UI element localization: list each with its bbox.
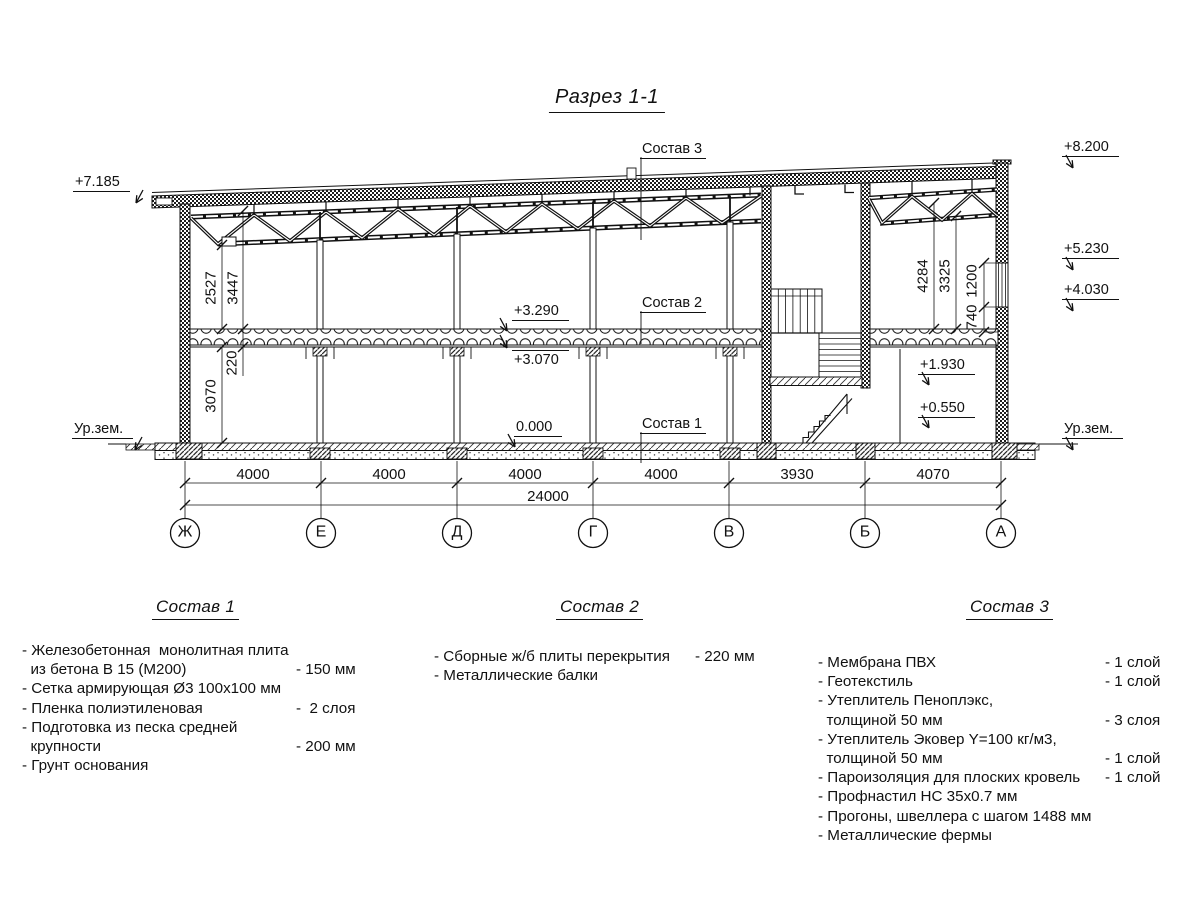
elevation-arrow-icon [1062, 154, 1078, 171]
dim-220: 220 [223, 350, 241, 376]
axis-bubble-b: Б [859, 523, 871, 541]
page-title: Разрез 1-1 [549, 86, 665, 113]
list-item: - Мембрана ПВХ - 1 слой [818, 654, 1161, 671]
elevation-arrow-icon [130, 436, 146, 453]
elevation-mark-slab-bottom [512, 350, 569, 369]
elevation-arrow-icon [918, 414, 934, 431]
elevation-value: 0.000 [514, 419, 562, 437]
list-title: Состав 1 [152, 597, 239, 620]
list-item: - Железобетонная монолитная плита [22, 642, 289, 659]
dim-ticks [217, 198, 989, 448]
elevation-mark-ceiling-right [1062, 281, 1119, 300]
list-item: крупности - 200 мм [22, 738, 356, 756]
elevation-mark-parapet [1062, 138, 1119, 157]
dim-740: 740 [963, 304, 981, 330]
dim-total: 24000 [527, 488, 569, 505]
list-title: Состав 3 [966, 597, 1053, 620]
dim-span-6: 4070 [916, 466, 950, 483]
list-item: - Геотекстиль - 1 слой [818, 673, 1161, 691]
list-item: - Металлические фермы [818, 826, 992, 844]
dim-span-5: 3930 [780, 466, 814, 483]
label-sostav-3: Состав 3 [640, 141, 706, 159]
elevation-arrow-icon [1062, 256, 1078, 273]
elevation-value: +0.550 [918, 400, 975, 418]
axis-bubble-zh: Ж [177, 523, 193, 541]
elevation-value: Ур.зем. [72, 421, 133, 439]
dim-span-3: 4000 [508, 466, 542, 483]
dim-span-2: 4000 [372, 466, 406, 483]
composition-list-1 [22, 597, 382, 775]
elevation-mark-slab-top [512, 302, 569, 321]
elevation-value: +7.185 [73, 174, 130, 192]
list-item: из бетона В 15 (М200) - 150 мм [22, 661, 356, 679]
list-item: - Утеплитель Пеноплэкс, [818, 692, 994, 710]
list-item: - Профнастил НС 35x0.7 мм [818, 788, 1018, 806]
list-item: - Пленка полиэтиленовая - 2 слоя [22, 699, 356, 717]
elevation-value: +4.030 [1062, 282, 1119, 300]
elevation-mark-left-roof [73, 173, 130, 192]
elevation-value: +1.930 [918, 357, 975, 375]
list-item: - Грунт основания [22, 757, 149, 775]
composition-list-3 [818, 597, 1188, 845]
list-item: - Подготовка из песка средней [22, 718, 238, 736]
list-item: - Сетка армирующая Ø3 100x100 мм [22, 680, 282, 698]
axis-bubble-v: В [723, 523, 735, 541]
elevation-arrow-icon [496, 317, 512, 334]
elevation-mark-1930 [918, 356, 975, 375]
dim-2527: 2527 [202, 271, 220, 305]
dim-1200: 1200 [963, 264, 981, 298]
label-sostav-1: Состав 1 [640, 416, 706, 434]
elevation-value: +3.290 [512, 303, 569, 321]
elevation-value: +3.070 [512, 350, 569, 368]
dim-3447: 3447 [224, 271, 242, 305]
elevation-value: Ур.зем. [1062, 421, 1123, 439]
stairwell [770, 289, 862, 443]
composition-list-2 [434, 597, 774, 685]
list-item: - Прогоны, швеллера с шагом 1488 мм [818, 807, 1092, 825]
elevation-arrow-icon [131, 189, 147, 206]
truss-right [869, 179, 997, 224]
elevation-value: +5.230 [1062, 241, 1119, 259]
elevation-mark-ground-left [72, 420, 133, 439]
list-title: Состав 2 [556, 597, 643, 620]
elevation-arrow-icon [1062, 297, 1078, 314]
ground-slab [108, 443, 1078, 460]
axis-bubble-g: Г [588, 523, 598, 541]
dim-span-1: 4000 [236, 466, 270, 483]
dim-3325: 3325 [936, 259, 954, 293]
elevation-mark-ground-right [1062, 420, 1123, 439]
list-item: - Сборные ж/б плиты перекрытия - 220 мм [434, 648, 755, 665]
dim-4284: 4284 [914, 259, 932, 293]
list-item: - Металлические балки [434, 667, 599, 685]
elevation-arrow-icon [496, 334, 512, 351]
axis-bubble-d: Д [451, 523, 463, 541]
elevation-arrow-icon [918, 371, 934, 388]
label-sostav-2: Состав 2 [640, 295, 706, 313]
axis-bubble-e: Е [315, 523, 327, 541]
elevation-mark-0550 [918, 399, 975, 418]
list-item: толщиной 50 мм - 1 слой [818, 750, 1161, 768]
dim-3070: 3070 [202, 379, 220, 413]
elevation-mark-truss-right [1062, 240, 1119, 259]
window-right [996, 263, 1008, 307]
list-item: - Пароизоляция для плоских кровель - 1 слой [818, 769, 1161, 787]
elevation-value: +8.200 [1062, 139, 1119, 157]
list-item: толщиной 50 мм - 3 слоя [818, 711, 1161, 729]
elevation-arrow-icon [1062, 436, 1078, 453]
dim-span-4: 4000 [644, 466, 678, 483]
elevation-arrow-icon [504, 433, 520, 450]
axis-bubble-a: А [995, 523, 1007, 541]
list-item: - Утеплитель Эковер Y=100 кг/м3, [818, 730, 1057, 748]
elevation-mark-floor-zero [514, 418, 562, 437]
